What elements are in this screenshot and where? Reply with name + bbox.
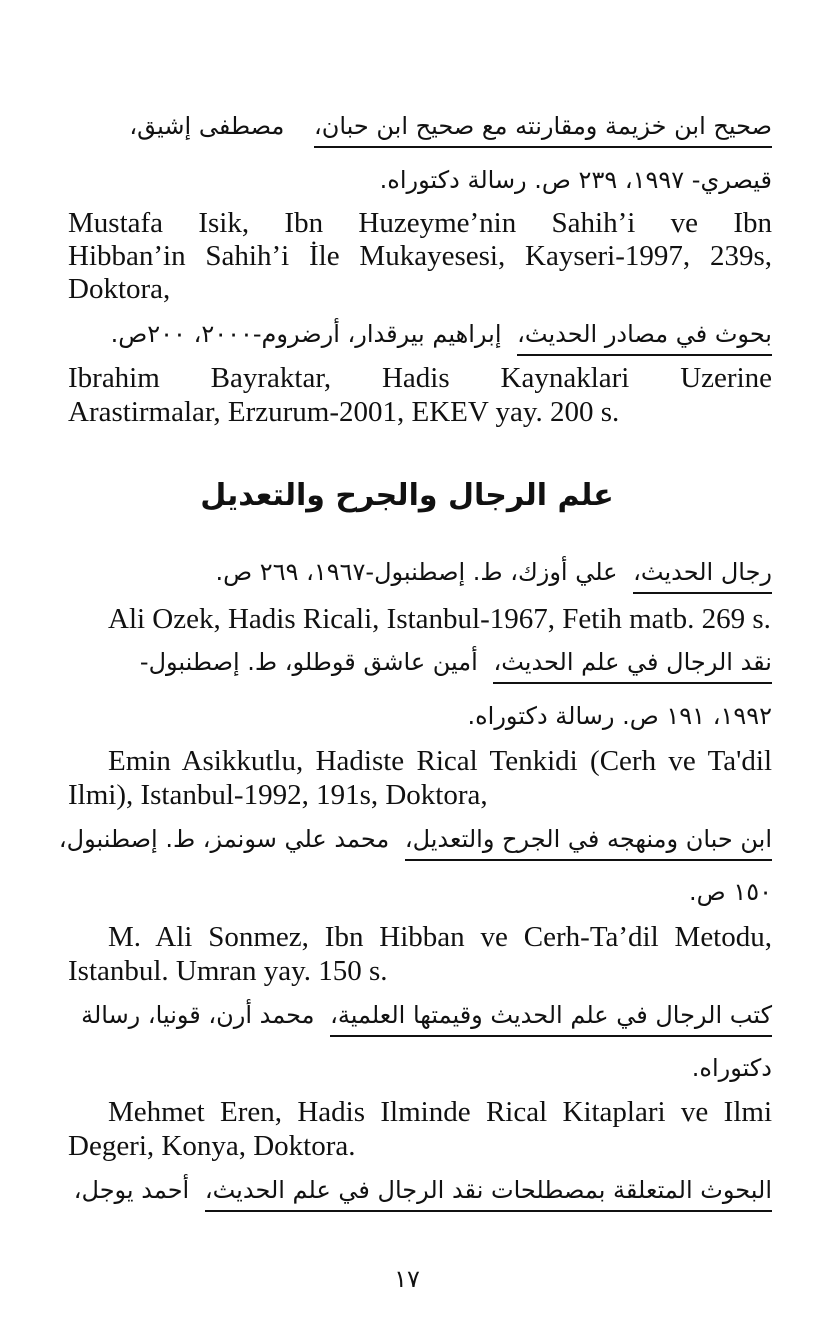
entry-6-latin-line-1: Mehmet Eren, Hadis Ilminde Rical Kitaplari ve Ilmi [108,1096,772,1128]
entry-2-latin-line-1: Ibrahim Bayraktar, Hadis Kaynaklari Uzerine [68,362,772,394]
entry-6-arabic-line-2: دكتوراه. [691,1054,772,1082]
page-number: ١٧ [394,1265,420,1293]
entry-7-arabic-title: البحوث المتعلقة بمصطلحات نقد الرجال في علم الحديث، [205,1176,772,1212]
entry-1-arabic-line-1 [68,112,772,140]
entry-1-latin-line-3: Doktora, [68,273,171,305]
entry-2-arabic-title: بحوث في مصادر الحديث، [517,320,772,356]
entry-1-arabic-title: صحيح ابن خزيمة ومقارنته مع صحيح ابن حبان، [314,112,772,148]
entry-3-arabic-author: علي أوزك، ط. إصطنبول-١٩٦٧، ٢٦٩ ص. [215,558,618,586]
entry-2-arabic-author: إبراهيم بيرقدار، أرضروم-٢٠٠٠، ٢٠٠ص. [110,320,502,348]
entry-4-arabic-line-1 [68,648,772,676]
entry-4-arabic-title: نقد الرجال في علم الحديث، [493,648,772,684]
entry-4-latin-line-1: Emin Asikkutlu, Hadiste Rical Tenkidi (Cerh ve Ta'dil [108,745,772,777]
entry-1-latin-line-1: Mustafa Isik, Ibn Huzeyme’nin Sahih’i ve Ibn [68,207,772,239]
entry-2-latin-line-2: Arastirmalar, Erzurum-2001, EKEV yay. 200 s. [68,396,620,428]
entry-3-arabic-title: رجال الحديث، [633,558,772,594]
entry-5-arabic-title: ابن حبان ومنهجه في الجرح والتعديل، [405,825,772,861]
entry-1-arabic-line-2: قيصري- ١٩٩٧، ٢٣٩ ص. رسالة دكتوراه. [379,166,772,194]
entry-6-arabic-author: محمد أرن، قونيا، رسالة [81,1001,315,1029]
entry-4-arabic-author: أمين عاشق قوطلو، ط. إصطنبول- [139,648,478,676]
entry-5-latin-line-1: M. Ali Sonmez, Ibn Hibban ve Cerh-Ta’dil Metodu, [108,921,772,953]
entry-6-arabic-title: كتب الرجال في علم الحديث وقيمتها العلمية، [330,1001,772,1037]
entry-7-arabic-line-1 [68,1176,772,1204]
entry-1-arabic-author: مصطفى إشيق، [129,112,285,140]
entry-2-arabic-line-1 [68,320,772,348]
entry-5-arabic-line-1 [58,825,772,853]
entry-6-arabic-line-1 [68,1001,772,1029]
entry-1-latin-line-2: Hibban’in Sahih’i İle Mukayesesi, Kayseri-1997, 239s, [68,240,772,272]
entry-4-arabic-line-2: ١٩٩٢، ١٩١ ص. رسالة دكتوراه. [467,702,772,730]
entry-5-latin-line-2: Istanbul. Umran yay. 150 s. [68,955,388,987]
entry-7-arabic-author: أحمد يوجل، [73,1176,190,1204]
section-heading: علم الرجال والجرح والتعديل [200,478,614,513]
entry-5-arabic-author: محمد علي سونمز، ط. إصطنبول، [58,825,390,853]
entry-5-arabic-line-2: ١٥٠ ص. [689,878,772,906]
entry-6-latin-line-2: Degeri, Konya, Doktora. [68,1130,356,1162]
entry-3-latin-line-1: Ali Ozek, Hadis Ricali, Istanbul-1967, Fetih matb. 269 s. [108,603,771,635]
entry-3-arabic-line-1 [68,558,772,586]
entry-4-latin-line-2: Ilmi), Istanbul-1992, 191s, Doktora, [68,779,488,811]
